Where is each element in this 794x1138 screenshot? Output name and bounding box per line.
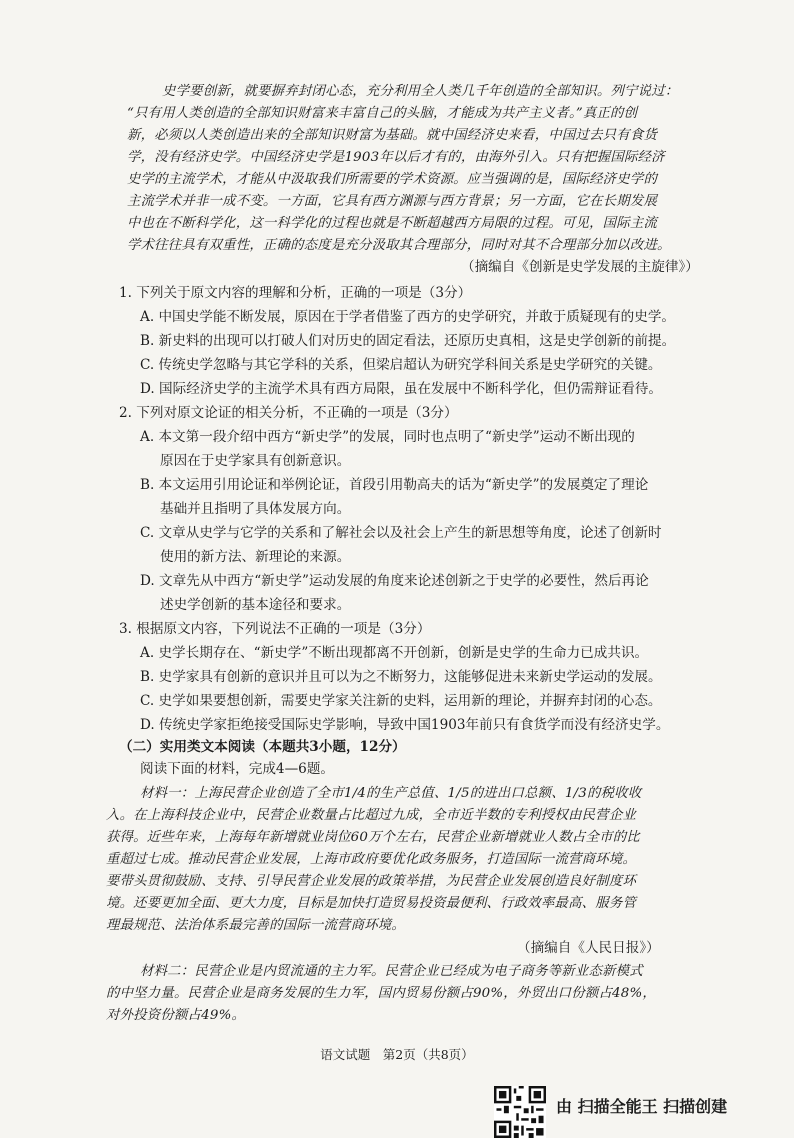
text-line: 理最规范、法治体系最完善的国际一流营商环境。	[106, 918, 405, 933]
text-line: 1. 下列关于原文内容的理解和分析，正确的一项是（3分）	[119, 285, 472, 301]
text-line: 境。还要更加全面、更大力度，目标是加快打造贸易投资最便利、行政效率最高、服务管	[106, 896, 637, 911]
qr-code-icon	[494, 1086, 546, 1138]
text-line: 3. 根据原文内容，下列说法不正确的一项是（3分）	[119, 621, 431, 637]
text-line: 学，没有经济史学。中国经济史学是1903年以后才有的，由海外引入。只有把握国际经济	[127, 150, 665, 165]
text-line: 主流学术并非一成不变。一方面，它具有西方渊源与西方背景；另一方面，它在长期发展	[127, 194, 658, 209]
text-line: 2. 下列对原文论证的相关分析，不正确的一项是（3分）	[119, 405, 458, 421]
text-line: C. 文章从史学与它学的关系和了解社会以及社会上产生的新思想等角度，论述了创新时	[140, 525, 662, 541]
text-line: 获得。近些年来，上海每年新增就业岗位60万个左右，民营企业新增就业人数占全市的比	[106, 830, 640, 845]
text-line: B. 新史料的出现可以打破人们对历史的固定看法，还原历史真相，这是史学创新的前提。	[140, 333, 676, 349]
text-line: D. 传统史学家拒绝接受国际史学影响，导致中国1903年前只有食货学而没有经济史学。	[140, 717, 670, 733]
text-line: 新，必须以人类创造出来的全部知识财富为基础。就中国经济史来看，中国过去只有食货	[127, 128, 658, 143]
text-line: D. 国际经济史学的主流学术具有西方局限，虽在发展中不断科学化，但仍需辩证看待。	[140, 381, 663, 397]
text-line: 材料二：民营企业是内贸流通的主力军。民营企业已经成为电子商务等新业态新模式	[140, 964, 643, 979]
text-line: 基础并且指明了具体发展方向。	[160, 501, 351, 517]
text-line: 入。在上海科技企业中，民营企业数量占比超过九成，全市近半数的专利授权由民营企业	[106, 808, 637, 823]
text-line: 述史学创新的基本途径和要求。	[160, 597, 351, 613]
text-line: 原因在于史学家具有创新意识。	[160, 453, 351, 469]
text-line: A. 本文第一段介绍中西方“新史学”的发展，同时也点明了“新史学”运动不断出现的	[140, 429, 635, 445]
text-line: C. 史学如果要想创新，需要史学家关注新的史料，运用新的理论，并摒弃封闭的心态。	[140, 693, 662, 709]
text-line: 中也在不断科学化，这一科学化的过程也就是不断超越西方局限的过程。可见，国际主流	[127, 216, 658, 231]
text-line: （二）实用类文本阅读（本题共3小题，12分）	[119, 739, 406, 755]
text-line: A. 中国史学能不断发展，原因在于学者借鉴了西方的史学研究，并敢于质疑现有的史学。	[140, 309, 676, 325]
text-line: “只有用人类创造的全部知识财富来丰富自己的头脑，才能成为共产主义者。”真正的创	[127, 106, 638, 121]
text-line: 使用的新方法、新理论的来源。	[160, 549, 351, 565]
text-line: 材料一：上海民营企业创造了全市1/4的生产总值、1/5的进出口总额、1/3的税收收	[140, 786, 642, 801]
text-line: 学术往往具有双重性，正确的态度是充分汲取其合理部分，同时对其不合理部分加以改进。	[127, 238, 671, 253]
text-line: （摘编自《创新是史学发展的主旋律》）	[461, 259, 699, 275]
text-line: 史学的主流学术，才能从中汲取我们所需要的学术资源。应当强调的是，国际经济史学的	[127, 172, 658, 187]
text-line: 的中坚力量。民营企业是商务发展的生力军，国内贸易份额占90%，外贸出口份额占48%，	[106, 986, 656, 1001]
text-line: B. 史学家具有创新的意识并且可以为之不断努力，这能够促进未来新史学运动的发展。	[140, 669, 662, 685]
text-line: 阅读下面的材料，完成4—6题。	[140, 761, 335, 777]
page-footer: 语文试题 第2页（共8页）	[320, 1047, 474, 1062]
text-line: 重超过七成。推动民营企业发展，上海市政府要优化政务服务，打造国际一流营商环境。	[106, 852, 637, 867]
text-line: 对外投资份额占49%。	[106, 1008, 246, 1023]
text-line: A. 史学长期存在、“新史学”不断出现都离不开创新，创新是史学的生命力已成共识。	[140, 645, 649, 661]
text-line: C. 传统史学忽略与其它学科的关系，但梁启超认为研究学科间关系是史学研究的关键。	[140, 357, 662, 373]
text-line: 史学要创新，就要摒弃封闭心态，充分利用全人类几千年创造的全部知识。列宁说过：	[162, 84, 679, 99]
text-line: 要带头贯彻鼓励、支持、引导民营企业发展的政策举措，为民营企业发展创造良好制度环	[106, 874, 637, 889]
text-line: B. 本文运用引用论证和举例论证，首段引用勒高夫的话为“新史学”的发展奠定了理论	[140, 477, 649, 493]
text-line: （摘编自《人民日报》）	[517, 940, 660, 956]
text-line: D. 文章先从中西方“新史学”运动发展的角度来论述创新之于史学的必要性，然后再论	[140, 573, 649, 589]
scanner-watermark: 由 扫描全能王 扫描创建	[556, 1097, 728, 1116]
